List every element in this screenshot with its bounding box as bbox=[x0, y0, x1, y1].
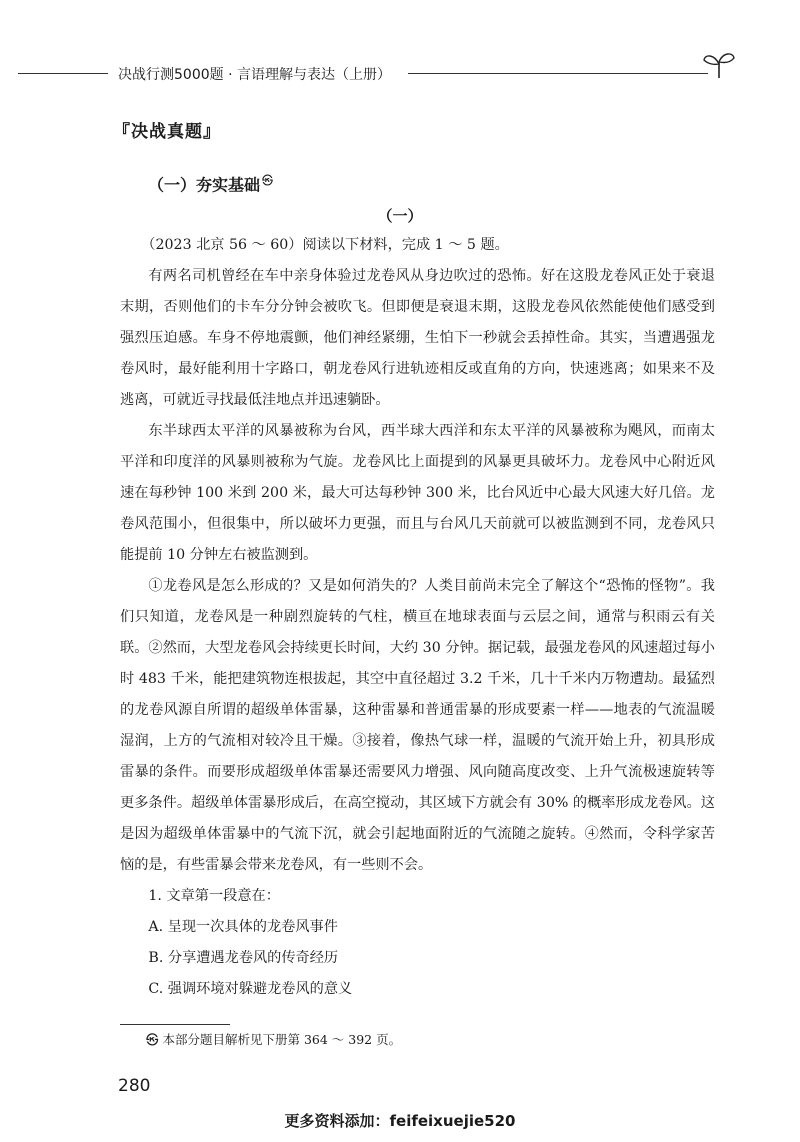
page-number: 280 bbox=[118, 1076, 151, 1096]
option-b: B. 分享遭遇龙卷风的传奇经历 bbox=[148, 950, 339, 966]
paragraph-2: 东半球西太平洋的风暴被称为台风，西半球大西洋和东太平洋的风暴被称为飓风，而南太平洋和印度洋的风暴则被称为气旋。龙卷风比上面提到的风暴更具破坏力。龙卷风中心附近风速在每秒钟 100 米到 200 米，最大可达每秒钟 300 米，比台风近中心最大风速大好几倍。龙卷风范围小，但很集中，所以破坏力更强，而且与台风几天前就可以被监测到不同，龙卷风只能提前 10 分钟左右被监测到。 bbox=[120, 423, 715, 563]
subsection-title-text: （一）夯实基础 bbox=[148, 175, 261, 195]
option-c: C. 强调环境对躲避龙卷风的意义 bbox=[148, 981, 353, 997]
passage-intro: （2023 北京 56 ～ 60）阅读以下材料，完成 1 ～ 5 题。 bbox=[141, 237, 509, 253]
watermark-text: 更多资料添加：feifeixuejie520 bbox=[284, 1112, 516, 1130]
section-title: 『决战真题』 bbox=[113, 122, 221, 142]
running-header bbox=[18, 58, 728, 88]
paragraph-3: ①龙卷风是怎么形成的？又是如何消失的？人类目前尚未完全了解这个“恐怖的怪物”。我们只知道，龙卷风是一种剧烈旋转的气柱，横亘在地球表面与云层之间，通常与积雨云有关联。②然而，大型龙卷风会持续更长时间，大约 30 分钟。据记载，最强龙卷风的风速超过每小时 483 千米，能把建筑物连根拔起，其空中直径超过 3.2 千米，几十千米内万物遭劫。最猛烈的龙卷风源自所谓的超级单体雷暴，这种雷暴和普通雷暴的形成要素一样——地表的气流温暖湿润，上方的气流相对较冷且干燥。③接着，像热气球一样，温暖的气流开始上升，初具形成雷暴的条件。而要形成超级单体雷暴还需要风力增强、风向随高度改变、上升气流极速旋转等更多条件。超级单体雷暴形成后，在高空搅动，其区域下方就会有 30% 的概率形成龙卷风。这是因为超级单体雷暴中的气流下沉，就会引起地面附近的气流随之旋转。④然而，令科学家苦恼的是，有些雷暴会带来龙卷风，有一些则不会。 bbox=[120, 578, 715, 873]
option-a: A. 呈现一次具体的龙卷风事件 bbox=[148, 919, 338, 935]
sprout-icon bbox=[702, 50, 736, 80]
passage-body bbox=[120, 230, 715, 1005]
question-stem: 1. 文章第一段意在： bbox=[148, 888, 280, 904]
subsection-title bbox=[148, 172, 273, 195]
passage-label: （一） bbox=[377, 207, 423, 225]
paragraph-1: 有两名司机曾经在车中亲身体验过龙卷风从身边吹过的恐怖。好在这股龙卷风正处于衰退末期，否则他们的卡车分分钟会被吹飞。但即便是衰退末期，这股龙卷风依然能使他们感受到强烈压迫感。车身不停地震颤，他们神经紧绷，生怕下一秒就会丢掉性命。其实，当遭遇强龙卷风时，最好能利用十字路口，朝龙卷风行进轨迹相反或直角的方向，快速逃离；如果来不及逃离，可就近寻找最低洼地点并迅速躺卧。 bbox=[120, 268, 715, 408]
header-rule-right bbox=[408, 73, 708, 74]
header-rule-left bbox=[18, 73, 108, 74]
header-title: 决战行测5000题 · 言语理解与表达（上册） bbox=[118, 67, 391, 83]
footnote-divider bbox=[120, 1024, 230, 1025]
footnote-mark: ㉿ bbox=[262, 174, 274, 187]
footnote: ㉿ 本部分题目解析见下册第 364 ～ 392 页。 bbox=[146, 1032, 402, 1047]
